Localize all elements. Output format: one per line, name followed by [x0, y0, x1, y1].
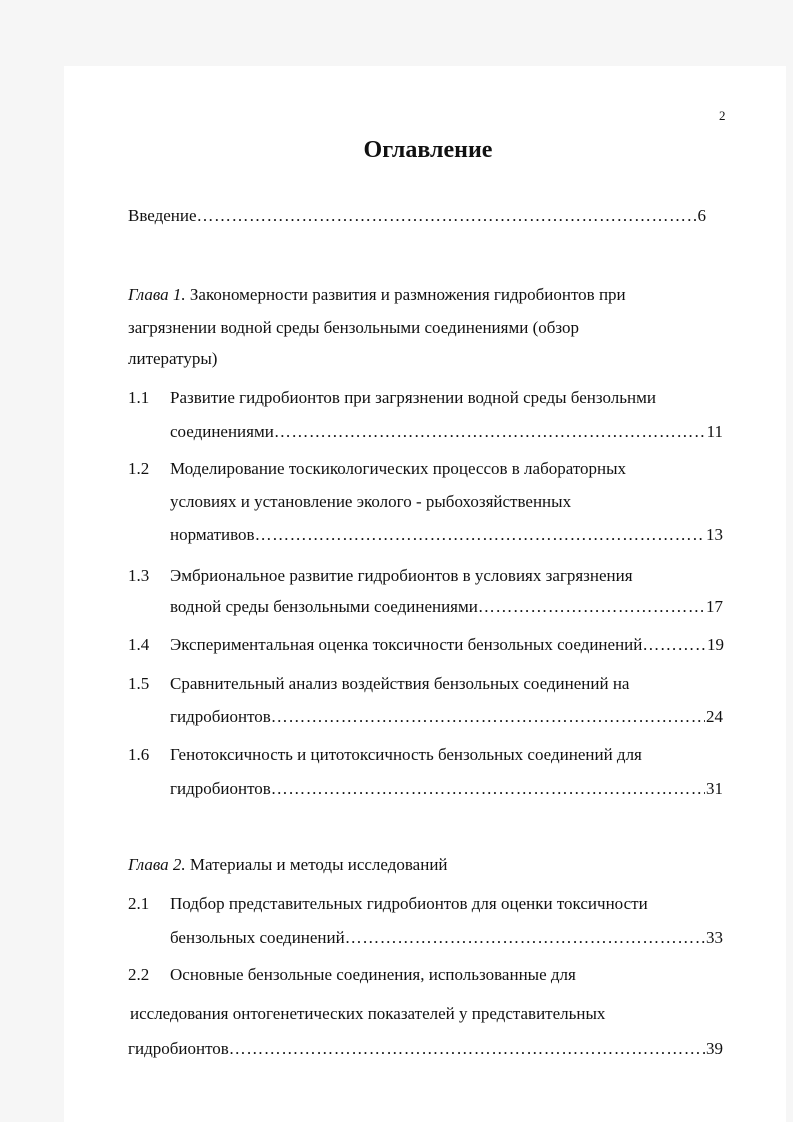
- toc-page-number: 33: [706, 928, 723, 947]
- section-number: 1.6: [128, 745, 150, 764]
- section-title-line: Экспериментальная оценка токсичности бензольных соединений: [170, 635, 643, 654]
- section-number: 1.4: [128, 635, 150, 654]
- page-title: Оглавление: [363, 137, 493, 163]
- toc-entry-label: Введение: [128, 206, 197, 225]
- toc-entry-1-5[interactable]: [170, 707, 723, 727]
- toc-page-number: 31: [706, 779, 723, 798]
- section-number: 2.2: [128, 965, 150, 984]
- toc-entry-1-4[interactable]: [170, 635, 724, 655]
- toc-entry-1-3[interactable]: [170, 597, 723, 617]
- toc-entry-1-2[interactable]: [170, 525, 723, 545]
- dot-leader: [345, 928, 705, 948]
- chapter-prefix: Глава 2.: [128, 855, 186, 874]
- chapter-title-line: литературы): [128, 349, 218, 368]
- chapter-title-line: Закономерности развития и размножения гидробионтов при: [189, 285, 626, 304]
- toc-page-number: 6: [697, 206, 706, 225]
- section-title-line: исследования онтогенетических показателей у представительных: [130, 1004, 606, 1023]
- toc-page-number: 17: [706, 597, 723, 616]
- section-title-line: гидробионтов: [128, 1039, 229, 1058]
- section-title-line: соединениями: [170, 422, 274, 441]
- section-title-line: нормативов: [170, 525, 255, 544]
- dot-leader: [642, 635, 706, 655]
- chapter-heading: [128, 285, 626, 305]
- section-title-line: Сравнительный анализ воздействия бензольных соединений на: [170, 674, 630, 693]
- section-title-line: Эмбриональное развитие гидробионтов в условиях загрязнения: [170, 566, 633, 585]
- section-number: 1.1: [128, 388, 150, 407]
- page-number: 2: [719, 108, 726, 123]
- chapter-title-line: загрязнении водной среды бензольными соединениями (обзор: [128, 318, 579, 337]
- section-number: 1.3: [128, 566, 150, 585]
- toc-entry-1-6[interactable]: [170, 779, 723, 799]
- section-title-line: Генотоксичность и цитотоксичность бензольных соединений для: [170, 745, 642, 764]
- section-title-line: Развитие гидробионтов при загрязнении водной среды бензольнми: [170, 388, 656, 407]
- dot-leader: [229, 1039, 705, 1059]
- chapter-heading: [128, 855, 448, 875]
- section-title-line: Моделирование тоскикологических процессов в лабораторных: [170, 459, 627, 478]
- section-title-line: Основные бензольные соединения, использованные для: [170, 965, 576, 984]
- toc-page-number: 11: [706, 422, 723, 441]
- toc-entry-1-1[interactable]: [170, 422, 723, 442]
- toc-page-number: 39: [706, 1039, 723, 1058]
- chapter-title-line: Материалы и методы исследований: [189, 855, 448, 874]
- section-title-line: водной среды бензольными соединениями: [170, 597, 478, 616]
- chapter-prefix: Глава 1.: [128, 285, 186, 304]
- dot-leader: [255, 525, 705, 545]
- section-title-line: Подбор представительных гидробионтов для оценки токсичности: [170, 894, 648, 913]
- section-number: 2.1: [128, 894, 150, 913]
- section-title-line: гидробионтов: [170, 707, 271, 726]
- section-title-line: бензольных соединений: [170, 928, 345, 947]
- dot-leader: [271, 707, 705, 727]
- section-number: 1.2: [128, 459, 150, 478]
- dot-leader: [274, 422, 706, 442]
- toc-entry-2-1[interactable]: [170, 928, 723, 948]
- dot-leader: [271, 779, 705, 799]
- section-title-line: условиях и установление эколого - рыбохозяйственных: [170, 492, 572, 511]
- toc-page-number: 19: [707, 635, 724, 654]
- toc-entry-intro[interactable]: [128, 206, 706, 226]
- toc-page-number: 24: [706, 707, 723, 726]
- section-number: 1.5: [128, 674, 150, 693]
- toc-entry-2-2[interactable]: [128, 1039, 723, 1059]
- dot-leader: [197, 206, 697, 226]
- dot-leader: [478, 597, 705, 617]
- section-title-line: гидробионтов: [170, 779, 271, 798]
- toc-page-number: 13: [706, 525, 723, 544]
